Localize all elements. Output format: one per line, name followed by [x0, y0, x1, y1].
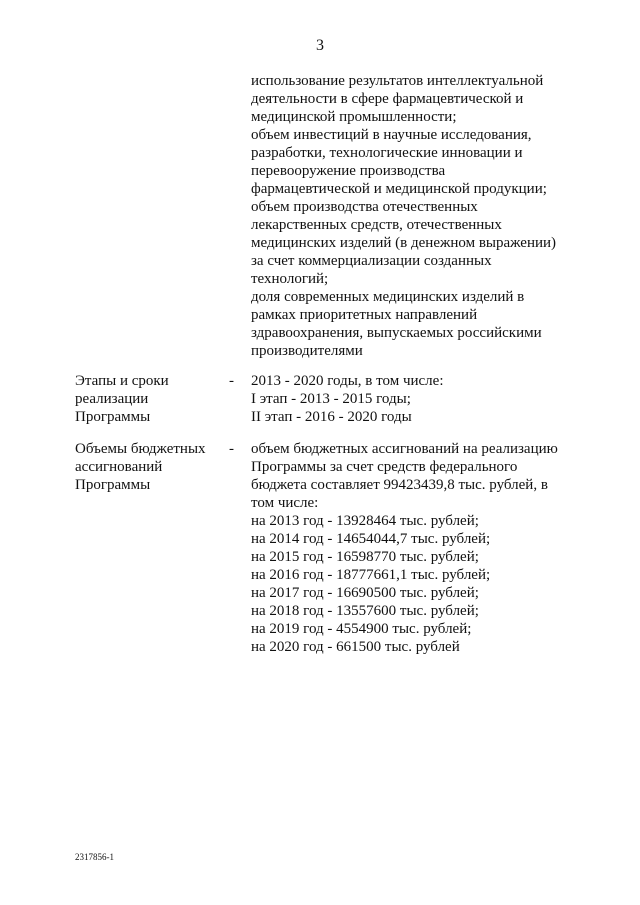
- page-number: 3: [316, 37, 324, 54]
- stages-value: [251, 372, 444, 426]
- budget-year-line: на 2016 год - 18777661,1 тыс. рублей;: [251, 567, 491, 583]
- budget-value: [251, 440, 558, 656]
- intro-line: медицинской промышленности;: [251, 109, 457, 125]
- budget-year-line: на 2017 год - 16690500 тыс. рублей;: [251, 585, 479, 601]
- intro-line: перевооружение производства: [251, 163, 446, 179]
- budget-year-line: на 2013 год - 13928464 тыс. рублей;: [251, 513, 479, 529]
- budget-dash: -: [229, 441, 234, 457]
- stages-value-line: II этап - 2016 - 2020 годы: [251, 409, 412, 425]
- intro-line: медицинских изделий (в денежном выражении): [251, 235, 557, 251]
- budget-label: [75, 440, 206, 494]
- document-code: 2317856-1: [75, 852, 114, 862]
- intro-line: здравоохранения, выпускаемых российскими: [251, 325, 542, 341]
- stages-value-line: 2013 - 2020 годы, в том числе:: [251, 373, 444, 389]
- budget-label-line: ассигнований: [75, 459, 163, 475]
- intro-line: фармацевтической и медицинской продукции;: [251, 181, 547, 197]
- intro-line: за счет коммерциализации созданных: [251, 253, 492, 269]
- intro-line: объем инвестиций в научные исследования,: [251, 127, 532, 143]
- intro-line: использование результатов интеллектуальной: [251, 73, 544, 89]
- intro-line: технологий;: [251, 271, 329, 287]
- intro-line: рамках приоритетных направлений: [251, 307, 478, 323]
- intro-line: производителями: [251, 343, 363, 359]
- budget-year-line: на 2019 год - 4554900 тыс. рублей;: [251, 621, 472, 637]
- budget-year-line: на 2020 год - 661500 тыс. рублей: [251, 639, 460, 655]
- budget-label-line: Объемы бюджетных: [75, 441, 206, 457]
- budget-value-line: том числе:: [251, 495, 319, 511]
- stages-label-line: реализации: [75, 391, 149, 407]
- stages-label: [75, 372, 169, 426]
- intro-line: доля современных медицинских изделий в: [251, 289, 525, 305]
- stages-label-line: Этапы и сроки: [75, 373, 169, 389]
- budget-label-line: Программы: [75, 477, 151, 493]
- stages-dash: -: [229, 373, 234, 389]
- budget-year-line: на 2014 год - 14654044,7 тыс. рублей;: [251, 531, 491, 547]
- intro-line: разработки, технологические инновации и: [251, 145, 523, 161]
- stages-value-line: I этап - 2013 - 2015 годы;: [251, 391, 411, 407]
- budget-value-line: объем бюджетных ассигнований на реализацию: [251, 441, 558, 457]
- stages-label-line: Программы: [75, 409, 151, 425]
- budget-year-line: на 2018 год - 13557600 тыс. рублей;: [251, 603, 479, 619]
- intro-line: объем производства отечественных: [251, 199, 478, 215]
- budget-value-line: бюджета составляет 99423439,8 тыс. рублей, в: [251, 477, 548, 493]
- budget-value-line: Программы за счет средств федерального: [251, 459, 518, 475]
- intro-line: деятельности в сфере фармацевтической и: [251, 91, 524, 107]
- intro-text-block: [251, 72, 556, 360]
- budget-year-line: на 2015 год - 16598770 тыс. рублей;: [251, 549, 479, 565]
- intro-line: лекарственных средств, отечественных: [251, 217, 502, 233]
